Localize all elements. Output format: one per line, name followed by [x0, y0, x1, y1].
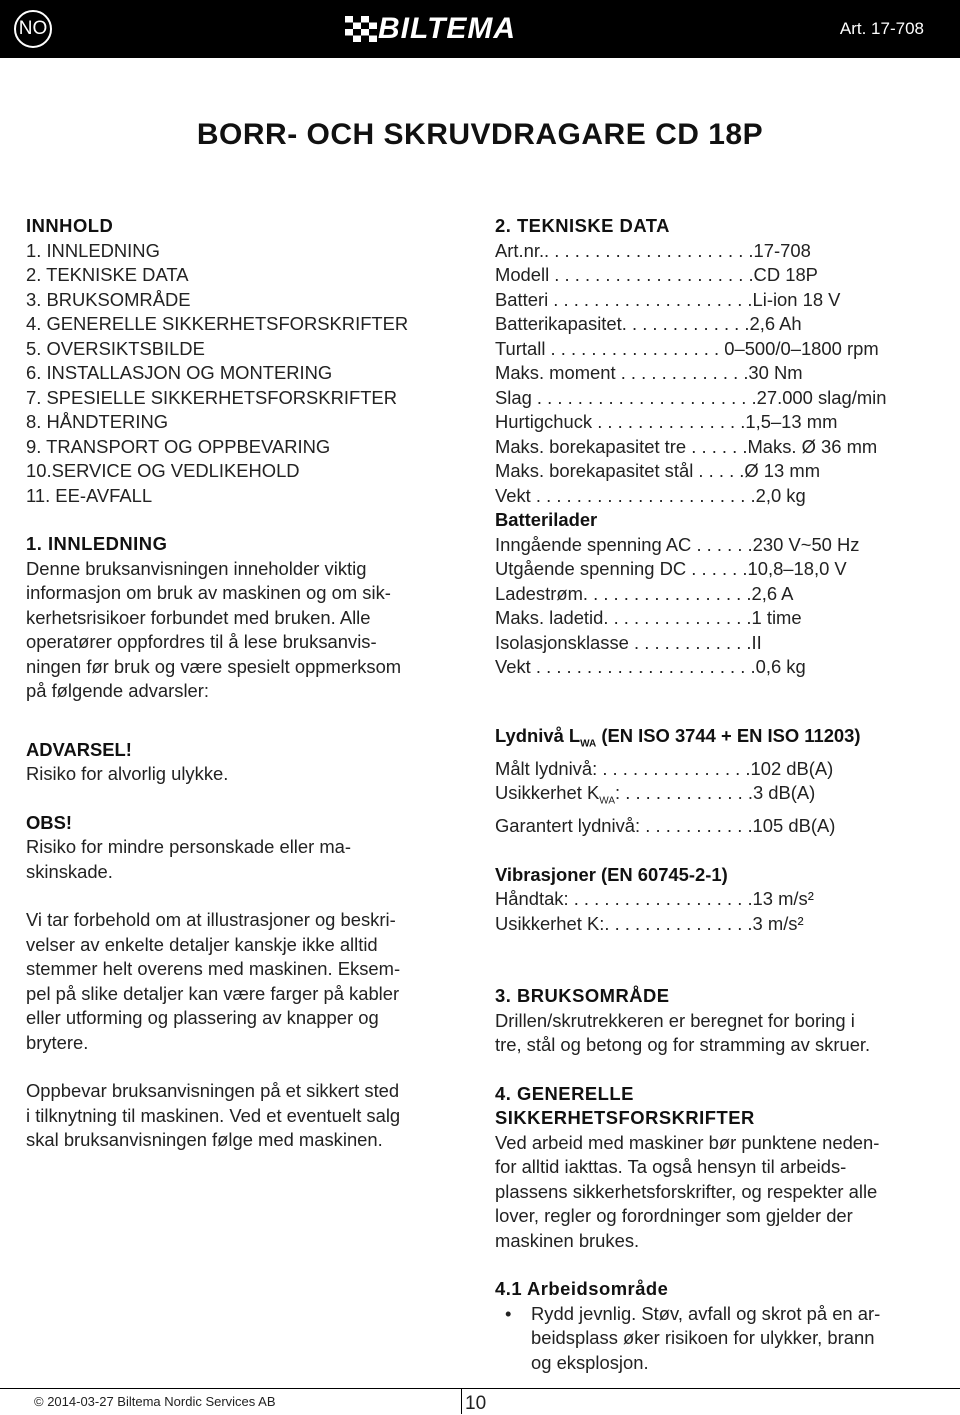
spec-row: Hurtigchuck . . . . . . . . . . . . . . .1,5–13 mm: [495, 411, 838, 432]
specs-heading: 2. TEKNISKE DATA: [495, 215, 670, 236]
toc-item: 8. HÅNDTERING: [26, 411, 169, 432]
spec-row: Modell . . . . . . . . . . . . . . . . . . . .CD 18P: [495, 264, 818, 285]
charger-row: Isolasjonsklasse . . . . . . . . . . . .II: [495, 631, 762, 653]
intro-line: informasjon om bruk av maskinen og om sik-: [26, 582, 391, 603]
safety-line: maskinen brukes.: [495, 1229, 640, 1251]
bullet-line: beidsplass øker risikoen for ulykker, brann: [531, 1327, 875, 1349]
vibration-row: Håndtak: . . . . . . . . . . . . . . . . . .13 m/s²: [495, 888, 814, 910]
usage-heading: 3. BRUKSOMRÅDE: [495, 985, 670, 1007]
spec-row: Maks. moment . . . . . . . . . . . . .30 Nm: [495, 362, 803, 383]
document-title: BORR- OCH SKRUVDRAGARE CD 18P: [196, 118, 764, 151]
charger-row: Ladestrøm. . . . . . . . . . . . . . . . .2,6 A: [495, 582, 794, 604]
intro-line: operatører oppfordres til å lese bruksanvis-: [26, 631, 377, 652]
spec-row: Slag . . . . . . . . . . . . . . . . . . . . . .27.000 slag/min: [495, 386, 887, 408]
charger-row: Vekt . . . . . . . . . . . . . . . . . . . . . .0,6 kg: [495, 656, 806, 677]
toc-item: 9. TRANSPORT OG OPPBEVARING: [26, 435, 331, 457]
intro-heading: 1. INNLEDNING: [26, 533, 168, 554]
bullet-line: Rydd jevnlig. Støv, avfall og skrot på en ar-: [531, 1302, 881, 1324]
reserve-line: velser av enkelte detaljer kanskje ikke alltid: [26, 933, 378, 955]
intro-line: kerhetsrisikoer forbundet med bruken. Alle: [26, 606, 371, 628]
noise-heading: Lydnivå $L_{WA}$ (EN ISO 3744 + EN ISO 11203): [495, 724, 861, 750]
bullet-icon: •: [505, 1302, 512, 1324]
safety-line: lover, regler og forordninger som gjelder der: [495, 1205, 853, 1227]
toc-item: 2. TEKNISKE DATA: [26, 264, 189, 285]
charger-row: Maks. ladetid. . . . . . . . . . . . . . .1 time: [495, 607, 802, 628]
reserve-line: brytere.: [26, 1031, 89, 1053]
keep-line: Oppbevar bruksanvisningen på et sikkert sted: [26, 1080, 400, 1101]
reserve-line: pel på slike detaljer kan være farger på kabler: [26, 982, 400, 1004]
spec-row: Maks. borekapasitet stål . . . . .Ø 13 mm: [495, 460, 821, 481]
right-column: [495, 214, 940, 1375]
warning-label: ADVARSEL!: [26, 738, 132, 760]
page-number-divider: [461, 1388, 462, 1414]
brand-logo-text: BILTEMA: [378, 12, 517, 45]
toc-item: 3. BRUKSOMRÅDE: [26, 288, 191, 310]
charger-row: Utgående spenning DC . . . . . .10,8–18,0 V: [495, 558, 847, 579]
keep-line: skal bruksanvisningen følge med maskinen.: [26, 1129, 383, 1150]
toc-item: 7. SPESIELLE SIKKERHETSFORSKRIFTER: [26, 386, 397, 408]
toc-item: 1. INNLEDNING: [26, 239, 160, 261]
footer-copyright: © 2014-03-27 Biltema Nordic Services AB: [34, 1394, 276, 1409]
charger-row: Inngående spenning AC . . . . . .230 V~50 Hz: [495, 533, 860, 555]
charger-heading: Batterilader: [495, 509, 598, 530]
safety-heading: SIKKERHETSFORSKRIFTER: [495, 1107, 755, 1129]
bullet-line: og eksplosjon.: [531, 1351, 649, 1373]
page-number: 10: [465, 1393, 487, 1414]
toc-item: 10.SERVICE OG VEDLIKEHOLD: [26, 460, 300, 481]
toc-heading: INNHOLD: [26, 215, 114, 236]
intro-line: Denne bruksanvisningen inneholder viktig: [26, 557, 367, 579]
spec-row: Maks. borekapasitet tre . . . . . .Maks. Ø 36 mm: [495, 435, 878, 457]
noise-row: Usikkerhet $K_{WA}$: . . . . . . . . . . . . .3 dB(A): [495, 782, 816, 807]
usage-line: tre, stål og betong og for stramming av skruer.: [495, 1034, 871, 1056]
toc-item: 6. INSTALLASJON OG MONTERING: [26, 362, 333, 383]
spec-row: Turtall . . . . . . . . . . . . . . . . . 0–500/0–1800 rpm: [495, 337, 879, 359]
footer-rule: [0, 1388, 960, 1389]
intro-line: ningen før bruk og være spesielt oppmerksom: [26, 655, 402, 677]
reserve-line: stemmer helt overens med maskinen. Eksem-: [26, 958, 401, 979]
reserve-line: eller utforming og plassering av knapper og: [26, 1007, 379, 1028]
spec-row: Vekt . . . . . . . . . . . . . . . . . . . . . .2,0 kg: [495, 484, 806, 506]
warning-text: Risiko for alvorlig ulykke.: [26, 763, 229, 784]
toc-item: 11. EE-AVFALL: [26, 484, 153, 506]
article-number: Art. 17-708: [839, 19, 924, 38]
obs-line: Risiko for mindre personskade eller ma-: [26, 836, 352, 857]
left-column: [26, 214, 456, 1153]
intro-line: på følgende advarsler:: [26, 680, 209, 701]
toc-item: 5. OVERSIKTSBILDE: [26, 337, 205, 359]
safety-line: for alltid iakttas. Ta også hensyn til arbeids-: [495, 1156, 847, 1178]
noise-row: Garantert lydnivå: . . . . . . . . . . .105 dB(A): [495, 815, 836, 837]
checkered-flag-icon: [345, 16, 377, 42]
bullet-item: [495, 1302, 940, 1376]
spec-row: Batterikapasitet. . . . . . . . . . . . .2,6 Ah: [495, 313, 802, 334]
keep-line: i tilknytning til maskinen. Ved et eventuelt salg: [26, 1104, 401, 1126]
safety-line: plassens sikkerhetsforskrifter, og respekter alle: [495, 1180, 878, 1202]
safety-heading: 4. GENERELLE: [495, 1082, 634, 1104]
header-bar: [0, 0, 960, 58]
noise-row: Målt lydnivå: . . . . . . . . . . . . . . .102 dB(A): [495, 757, 834, 779]
work-area-heading: 4.1 Arbeidsområde: [495, 1278, 669, 1300]
vibration-heading: Vibrasjoner (EN 60745-2-1): [495, 863, 728, 885]
obs-line: skinskade.: [26, 860, 113, 882]
language-badge: NO: [14, 10, 52, 48]
spec-row: Art.nr.. . . . . . . . . . . . . . . . . . . . .17-708: [495, 239, 811, 261]
toc-list: [26, 239, 456, 509]
toc-item: 4. GENERELLE SIKKERHETSFORSKRIFTER: [26, 313, 409, 334]
vibration-row: Usikkerhet K:. . . . . . . . . . . . . . .3 m/s²: [495, 912, 804, 934]
spec-row: Batteri . . . . . . . . . . . . . . . . . . . .Li-ion 18 V: [495, 288, 841, 310]
usage-line: Drillen/skrutrekkeren er beregnet for boring i: [495, 1009, 855, 1031]
reserve-line: Vi tar forbehold om at illustrasjoner og beskri-: [26, 909, 396, 930]
obs-label: OBS!: [26, 811, 72, 833]
safety-line: Ved arbeid med maskiner bør punktene neden-: [495, 1131, 880, 1153]
